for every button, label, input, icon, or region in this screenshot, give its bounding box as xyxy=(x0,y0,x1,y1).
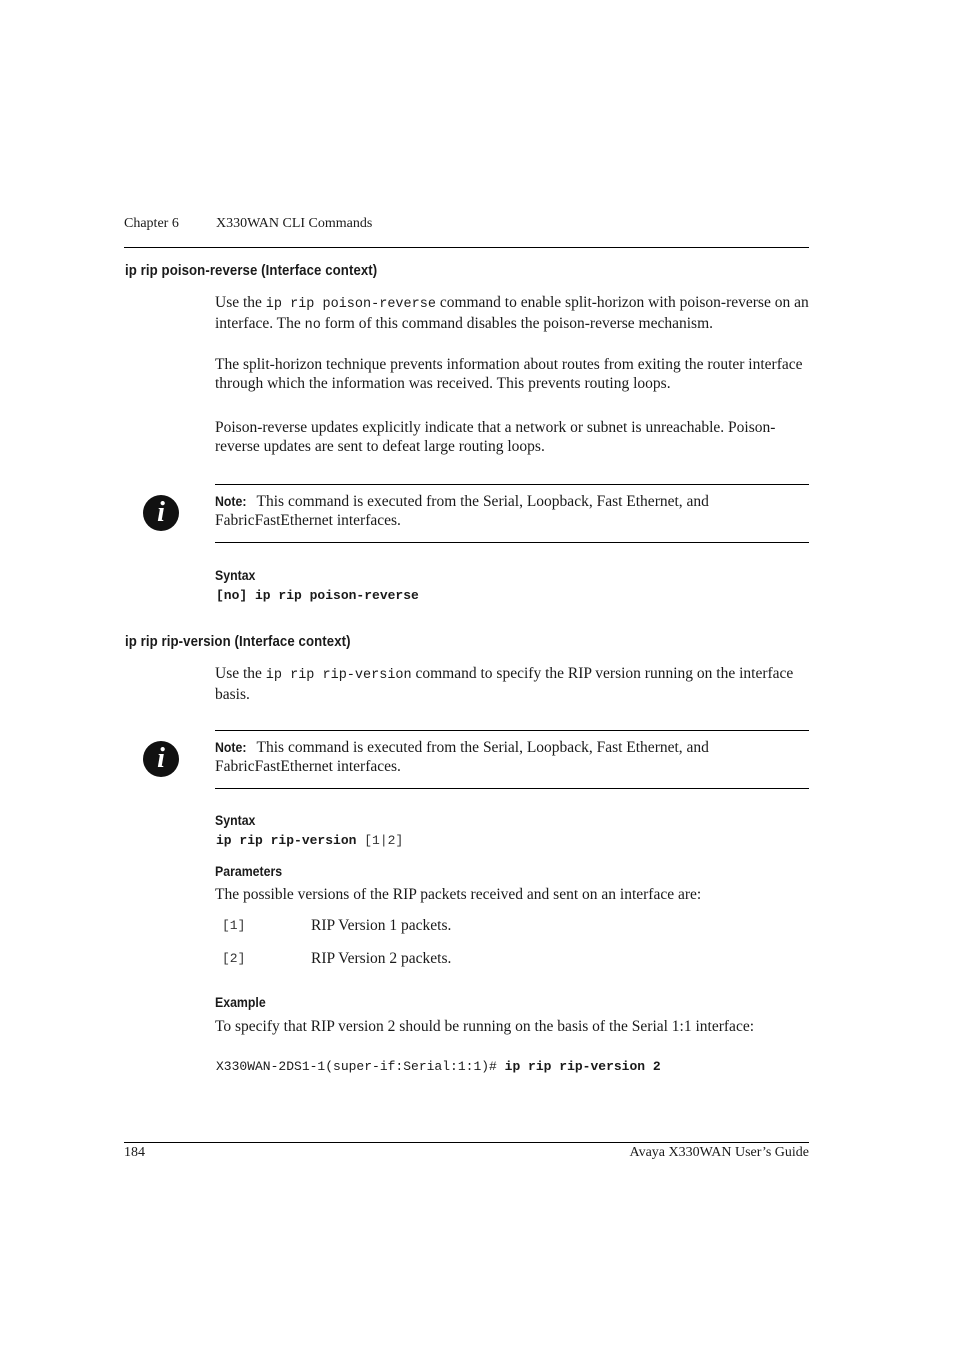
parameters-intro: The possible versions of the RIP packets received and sent on an interface are: xyxy=(215,886,702,903)
section-heading-poison-reverse: ip rip poison-reverse (Interface context) xyxy=(125,262,378,279)
info-icon: i xyxy=(143,495,179,531)
param-code: [2] xyxy=(222,951,246,966)
cli-prompt: X330WAN-2DS1-1(super-if:Serial:1:1)# xyxy=(216,1059,505,1074)
info-icon: i xyxy=(143,741,179,777)
page-number: 184 xyxy=(124,1145,145,1160)
rip-version-intro: Use the ip rip rip-version command to specify the RIP version running on the interface basis. xyxy=(215,665,794,704)
note-text: This command is executed from the Serial, Loopback, Fast Ethernet, and FabricFastEthernet interfaces. xyxy=(215,493,709,530)
param-description: RIP Version 2 packets. xyxy=(311,950,452,967)
note-bottom-rule xyxy=(215,542,809,543)
note-label: Note: xyxy=(215,493,247,509)
inline-no-keyword: no xyxy=(304,318,321,334)
inline-command: ip rip poison-reverse xyxy=(265,297,436,312)
split-horizon-paragraph: The split-horizon technique prevents information about routes from exiting the router interface through which the information was received. This prevents routing loops. xyxy=(215,356,803,393)
chapter-label: Chapter 6 xyxy=(124,216,179,231)
example-command xyxy=(216,1059,661,1074)
note-text: This command is executed from the Serial, Loopback, Fast Ethernet, and FabricFastEthernet interfaces. xyxy=(215,739,709,776)
syntax-heading: Syntax xyxy=(215,567,256,583)
param-code: [1] xyxy=(222,918,246,933)
note-box xyxy=(215,492,809,531)
note-label: Note: xyxy=(215,739,247,755)
note-top-rule xyxy=(215,730,809,731)
param-description: RIP Version 1 packets. xyxy=(311,917,452,934)
guide-title: Avaya X330WAN User’s Guide xyxy=(629,1145,809,1160)
chapter-title: X330WAN CLI Commands xyxy=(216,216,373,231)
note-box xyxy=(215,738,809,777)
note-bottom-rule xyxy=(215,788,809,789)
inline-command: ip rip rip-version xyxy=(265,668,412,683)
syntax-command: [no] ip rip poison-reverse xyxy=(216,588,419,603)
poison-reverse-updates-paragraph: Poison-reverse updates explicitly indicate that a network or subnet is unreachable. Poison-reverse updates are sent to defeat large routing loops. xyxy=(215,419,776,456)
syntax-heading: Syntax xyxy=(215,812,256,828)
poison-reverse-intro: Use the ip rip poison-reverse command to enable split-horizon with poison-reverse on an interface. The no form of this command disables the poison-reverse mechanism. xyxy=(215,294,809,334)
header-rule xyxy=(124,247,809,248)
syntax-command: ip rip rip-version [1|2] xyxy=(216,833,404,848)
example-heading: Example xyxy=(215,994,266,1010)
footer-rule xyxy=(124,1142,809,1143)
cli-command: ip rip rip-version 2 xyxy=(504,1059,661,1074)
example-text: To specify that RIP version 2 should be running on the basis of the Serial 1:1 interface: xyxy=(215,1018,755,1035)
section-heading-rip-version: ip rip rip-version (Interface context) xyxy=(125,633,351,650)
parameters-heading: Parameters xyxy=(215,863,283,879)
note-top-rule xyxy=(215,484,809,485)
